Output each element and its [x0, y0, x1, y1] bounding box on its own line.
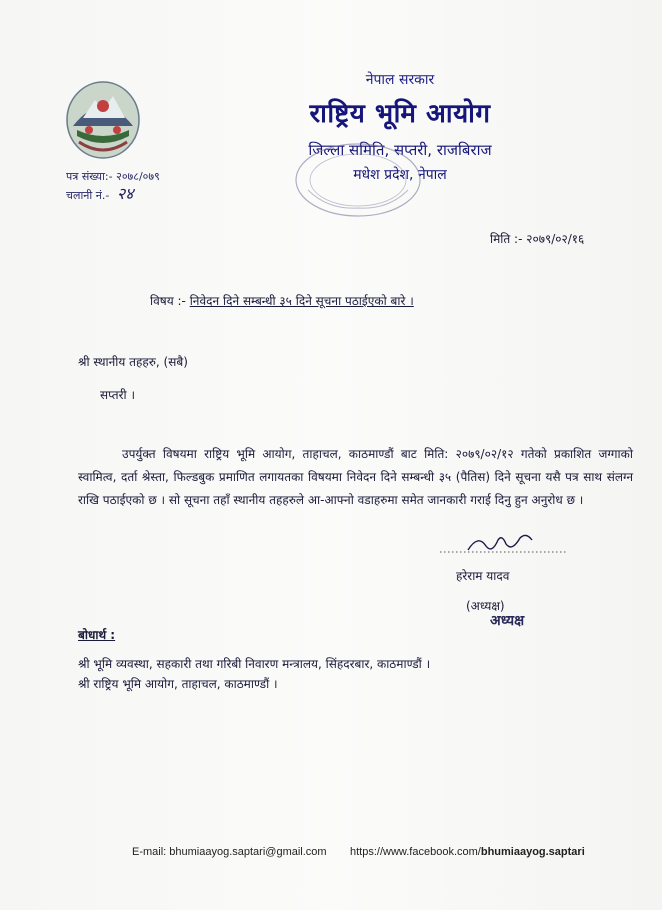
commission-title: राष्ट्रिय भूमि आयोग	[309, 99, 491, 129]
subject-text: निवेदन दिने सम्बन्धी ३५ दिने सूचना पठाईएको बारे ।	[189, 294, 414, 308]
office-stamp-icon	[288, 140, 428, 230]
letter-body: उपर्युक्त विषयमा राष्ट्रिय भूमि आयोग, ताहाचल, काठमाण्डौं बाट मिति: २०७९/०२/१२ गतेको प्रकाशित जग्गाको स्वामित्व, दर्ता श्रेस्ता, फिल्डबुक प्रमाणित लगायतका विषयमा निवेदन दिने सम्बन्धी ३५ (पैतिस) दिने सूचना यसै पत्र साथ संलग्न राखि पठाईएको छ । सो सूचना तहाँ स्थानीय तहहरुले आ-आफ्नो वडाहरुमा समेत जानकारी गराई दिनु हुन अनुरोध छ ।	[78, 447, 633, 507]
addressee-place: सप्तरी ।	[100, 388, 136, 402]
district-label: जिल्ला समिति, सप्तरी, राजबिराज	[308, 141, 492, 159]
letter-number-label: पत्र संख्या:-	[66, 170, 113, 183]
addressee: श्री स्थानीय तहहरु, (सबै)	[78, 355, 188, 369]
signer-title: (अध्यक्ष)	[466, 599, 505, 613]
facebook-prefix: https://www.facebook.com/	[350, 846, 481, 858]
subject-label: विषय :-	[150, 294, 186, 308]
letter-number-value: २०७८/०७९	[116, 170, 160, 183]
letter-number-row	[66, 168, 160, 185]
subject-line	[150, 292, 550, 309]
reference-numbers	[66, 168, 160, 204]
facebook-handle: bhumiaayog.saptari	[480, 846, 585, 858]
dispatch-number-row	[66, 185, 160, 204]
signer-name: हरेराम यादव	[456, 569, 510, 583]
cc-item: श्री भूमि व्यवस्था, सहकारी तथा गरिबी निवारण मन्त्रालय, सिंहदरबार, काठमाण्डौं ।	[78, 657, 431, 671]
signature-icon	[440, 530, 570, 558]
cc-heading: बोधार्थ :	[78, 628, 116, 642]
chairman-stamp: अध्यक्ष	[490, 613, 525, 629]
cc-item: श्री राष्ट्रिय भूमि आयोग, ताहाचल, काठमाण्डौं ।	[78, 677, 278, 691]
province-label: मधेश प्रदेश, नेपाल	[353, 167, 447, 183]
footer-facebook	[350, 846, 585, 858]
footer-email: E-mail: bhumiaayog.saptari@gmail.com	[132, 846, 327, 858]
government-label: नेपाल सरकार	[365, 72, 435, 88]
letter-date: मिति :- २०७९/०२/१६	[490, 232, 585, 246]
dispatch-number-label: चलानी नं.-	[66, 189, 110, 202]
cc-list	[78, 654, 430, 694]
nepal-emblem-icon	[63, 78, 143, 162]
dispatch-number-value: २४	[116, 184, 134, 203]
